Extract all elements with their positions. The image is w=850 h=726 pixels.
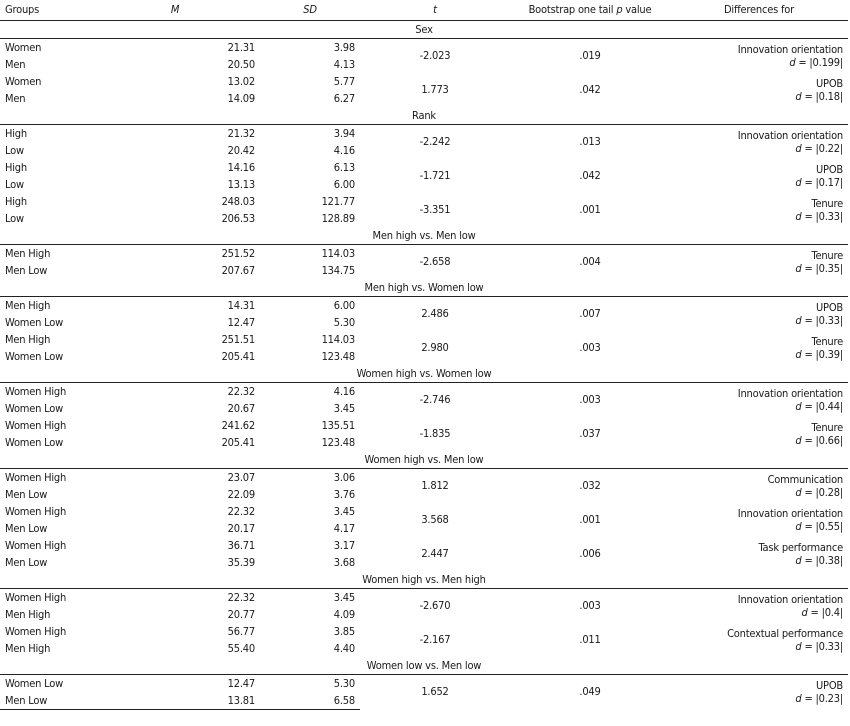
table-row [0,124,848,142]
t-value-cell: -2.167 [419,633,451,646]
effect-size-symbol: d [795,209,802,223]
sd-cell: 4.17 [333,521,355,535]
effect-size [675,434,843,447]
effect-size-value: = |0.18| [804,89,843,103]
mean-cell: 12.47 [227,315,255,329]
mean-cell: 36.71 [227,538,255,552]
mean-cell: 205.41 [221,435,255,449]
section-header-row [0,107,848,125]
section-title: Rank [0,107,848,125]
group-cell: Men High [5,246,51,260]
table-row [0,159,848,176]
effect-size-symbol: d [795,691,802,705]
p-value-cell: .003 [579,341,601,354]
difference-variable: Innovation orientation [737,386,843,400]
group-cell: Women Low [5,435,64,449]
section-header-row [0,451,848,469]
difference-cell [670,244,848,279]
difference-variable: Innovation orientation [737,128,843,142]
section-header-row [0,227,848,245]
difference-cell [670,124,848,159]
difference-variable: Tenure [811,334,843,348]
difference-variable: Task performance [758,540,843,554]
effect-size-symbol: d [795,519,802,533]
effect-size-symbol: d [795,141,802,155]
effect-size-value: = |0.44| [804,399,843,413]
group-cell: Low [5,143,24,157]
mean-cell: 241.62 [221,418,255,432]
mean-cell: 13.13 [227,177,255,191]
effect-size-symbol: d [789,55,796,69]
t-value-cell: -2.670 [419,599,451,612]
effect-size-symbol: d [795,485,802,499]
sd-cell: 121.77 [321,194,355,208]
difference-cell [670,159,848,193]
group-cell: Low [5,177,24,191]
sd-cell: 3.17 [333,538,355,552]
table-row [0,537,848,554]
difference-variable: Communication [767,472,843,486]
group-cell: Men High [5,641,51,655]
mean-cell: 251.52 [221,246,255,260]
sd-cell: 6.13 [333,160,355,174]
difference-cell [670,537,848,571]
t-value-cell: -1.835 [419,427,451,440]
effect-size [675,486,843,499]
sd-cell: 4.16 [333,143,355,157]
mean-cell: 22.32 [227,384,255,398]
group-cell: Women High [5,538,67,552]
section-title: Women high vs. Men high [0,571,848,589]
mean-cell: 20.42 [227,143,255,157]
t-value-cell: 2.447 [421,547,449,560]
t-value-cell: 1.773 [421,83,449,96]
sd-cell: 123.48 [321,349,355,363]
sd-cell: 3.68 [333,555,355,569]
sd-cell: 134.75 [321,263,355,277]
difference-variable: Tenure [811,196,843,210]
difference-variable: UPOB [816,678,843,692]
p-value-cell: .003 [579,599,601,612]
difference-variable: Contextual performance [727,626,843,640]
t-value-cell: 3.568 [421,513,449,526]
group-cell: Men [5,91,26,105]
table-row [0,468,848,486]
p-value-cell: .003 [579,393,601,406]
difference-variable: UPOB [816,162,843,176]
effect-size-value: = |0.28| [804,485,843,499]
sd-cell: 5.30 [333,676,355,690]
header-t: t [360,0,510,20]
sd-cell: 3.76 [333,487,355,501]
mean-cell: 206.53 [221,211,255,225]
sd-cell: 6.00 [333,298,355,312]
group-cell: Women [5,40,42,54]
sd-cell: 4.13 [333,57,355,71]
difference-variable: Innovation orientation [737,42,843,56]
group-cell: Men Low [5,521,48,535]
effect-size [675,692,843,705]
section-title: Men high vs. Men low [0,227,848,245]
sd-cell: 4.09 [333,607,355,621]
mean-cell: 14.31 [227,298,255,312]
mean-cell: 20.17 [227,521,255,535]
table-row [0,674,848,692]
table-row [0,588,848,606]
sd-cell: 3.85 [333,624,355,638]
sd-cell: 5.30 [333,315,355,329]
difference-cell [670,38,848,73]
mean-cell: 20.50 [227,57,255,71]
p-value-cell: .007 [579,307,601,320]
table-row [0,244,848,262]
effect-size [675,640,843,653]
effect-size-symbol: d [795,553,802,567]
p-value-cell: .037 [579,427,601,440]
group-cell: Low [5,211,24,225]
effect-size-symbol: d [795,347,802,361]
p-value-cell: .011 [579,633,601,646]
section-header-row [0,571,848,589]
header-mean: M [90,0,260,20]
section-header-row [0,279,848,297]
p-value-cell: .013 [579,135,601,148]
difference-variable: Tenure [811,420,843,434]
sd-cell: 135.51 [321,418,355,432]
effect-size-value: = |0.22| [804,141,843,155]
effect-size-value: = |0.66| [804,433,843,447]
effect-size [675,90,843,103]
table-row [0,503,848,520]
sd-cell: 3.45 [333,504,355,518]
mean-cell: 14.09 [227,91,255,105]
difference-cell [670,623,848,657]
group-cell: Men Low [5,555,48,569]
mean-cell: 20.77 [227,607,255,621]
mean-cell: 21.32 [227,126,255,140]
mean-cell: 23.07 [227,470,255,484]
effect-size-symbol: d [795,89,802,103]
effect-size-symbol: d [795,313,802,327]
t-value-cell: 2.980 [421,341,449,354]
effect-size-value: = |0.17| [804,175,843,189]
difference-variable: Innovation orientation [737,592,843,606]
mean-cell: 55.40 [227,641,255,655]
effect-size-value: = |0.55| [804,519,843,533]
effect-size-symbol: d [795,261,802,275]
header-sd: SD [260,0,360,20]
difference-cell [670,468,848,503]
p-value-cell: .042 [579,83,601,96]
section-title: Sex [0,20,848,38]
effect-size-value: = |0.199| [798,55,843,69]
difference-variable: UPOB [816,76,843,90]
effect-size-symbol: d [795,399,802,413]
effect-size-symbol: d [795,433,802,447]
t-value-cell: -2.023 [419,49,451,62]
t-value-cell: 1.812 [421,479,449,492]
difference-variable: Tenure [811,248,843,262]
t-value-cell: 1.652 [421,685,449,699]
effect-size [675,56,843,69]
effect-size [675,554,843,567]
group-cell: Women Low [5,349,64,363]
header-p-prefix: Bootstrap one tail [528,3,614,17]
mean-cell: 14.16 [227,160,255,174]
difference-cell [670,296,848,331]
group-cell: Women Low [5,676,64,690]
table-row [0,331,848,348]
mean-cell: 205.41 [221,349,255,363]
p-value-cell: .001 [579,203,601,216]
t-value-cell: 2.486 [421,307,449,320]
sd-cell: 6.27 [333,91,355,105]
section-header-row [0,365,848,383]
sd-cell: 4.16 [333,384,355,398]
effect-size-value: = |0.33| [804,313,843,327]
t-value-cell: -1.721 [419,169,451,182]
group-cell: Women High [5,418,67,432]
table-body [0,20,848,709]
difference-cell [670,73,848,107]
sd-cell: 4.40 [333,641,355,655]
mean-cell: 22.32 [227,504,255,518]
difference-cell [670,503,848,537]
group-cell: Women High [5,504,67,518]
mean-cell: 35.39 [227,555,255,569]
effect-size-symbol: d [795,175,802,189]
table-row [0,382,848,400]
sd-cell: 123.48 [321,435,355,449]
effect-size-symbol: d [795,639,802,653]
header-p-suffix: value [625,3,652,17]
effect-size [675,400,843,413]
difference-variable: Innovation orientation [737,506,843,520]
group-cell: Men Low [5,487,48,501]
section-title: Women high vs. Men low [0,451,848,469]
table-header [0,0,848,20]
group-cell: Women High [5,624,67,638]
section-header-row [0,657,848,675]
sd-cell: 3.06 [333,470,355,484]
group-cell: Men [5,57,26,71]
sd-cell: 3.98 [333,40,355,54]
t-value-cell: -2.242 [419,135,451,148]
section-title: Men high vs. Women low [0,279,848,297]
effect-size-value: = |0.35| [804,261,843,275]
header-differences: Differences for [670,0,848,20]
effect-size [675,606,843,619]
effect-size [675,520,843,533]
p-value-cell: .019 [579,49,601,62]
section-title: Women high vs. Women low [0,365,848,383]
group-cell: Men High [5,298,51,312]
effect-size [675,314,843,327]
effect-size-value: = |0.23| [804,691,843,705]
header-p-italic: p [616,3,623,17]
effect-size-symbol: d [801,605,808,619]
sd-cell: 6.00 [333,177,355,191]
group-cell: Women [5,74,42,88]
effect-size-value: = |0.33| [804,209,843,223]
t-value-cell: -3.351 [419,203,451,216]
p-value-cell: .001 [579,513,601,526]
effect-size [675,142,843,155]
header-p-value [510,0,670,20]
effect-size-value: = |0.4| [810,605,843,619]
p-value-cell: .006 [579,547,601,560]
group-cell: Women High [5,590,67,604]
table-row [0,296,848,314]
group-cell: Men Low [5,263,48,277]
section-header-row [0,20,848,38]
difference-variable: UPOB [816,300,843,314]
mean-cell: 13.02 [227,74,255,88]
mean-cell: 22.09 [227,487,255,501]
group-cell: Men High [5,607,51,621]
group-cell: Women High [5,470,67,484]
group-cell: High [5,194,27,208]
effect-size [675,210,843,223]
mean-cell: 22.32 [227,590,255,604]
group-cell: Women Low [5,401,64,415]
sd-cell: 114.03 [321,332,355,346]
table-row [0,73,848,90]
difference-cell [670,331,848,365]
difference-cell [670,382,848,417]
sd-cell: 6.58 [260,692,360,710]
mean-cell: 207.67 [221,263,255,277]
group-cell: Men Low [0,692,90,710]
effect-size [675,262,843,275]
group-cell: Women High [5,384,67,398]
p-value-cell: .032 [579,479,601,492]
difference-cell [670,588,848,623]
sd-cell: 5.77 [333,74,355,88]
sd-cell: 128.89 [321,211,355,225]
group-cell: High [5,126,27,140]
table-row [0,193,848,210]
mean-cell: 12.47 [227,676,255,690]
header-groups: Groups [0,0,90,20]
difference-cell [670,417,848,451]
effect-size-value: = |0.39| [804,347,843,361]
mean-cell: 20.67 [227,401,255,415]
effect-size [675,176,843,189]
mean-cell: 13.81 [90,692,260,710]
sd-cell: 3.45 [333,590,355,604]
mean-cell: 251.51 [221,332,255,346]
effect-size [675,348,843,361]
section-title: Women low vs. Men low [0,657,848,675]
t-value-cell: -2.658 [419,255,451,268]
sd-cell: 114.03 [321,246,355,260]
table-row [0,623,848,640]
effect-size-value: = |0.33| [804,639,843,653]
table-row [0,38,848,56]
p-value-cell: .042 [579,169,601,182]
group-cell: Women Low [5,315,64,329]
mean-cell: 248.03 [221,194,255,208]
sd-cell: 3.94 [333,126,355,140]
difference-cell [670,674,848,709]
p-value-cell: .004 [579,255,601,268]
difference-cell [670,193,848,227]
effect-size-value: = |0.38| [804,553,843,567]
sd-cell: 3.45 [333,401,355,415]
table-row [0,417,848,434]
t-value-cell: -2.746 [419,393,451,406]
p-value-cell: .049 [579,685,601,699]
mean-cell: 56.77 [227,624,255,638]
group-cell: Men High [5,332,51,346]
mean-cell: 21.31 [227,40,255,54]
group-cell: High [5,160,27,174]
